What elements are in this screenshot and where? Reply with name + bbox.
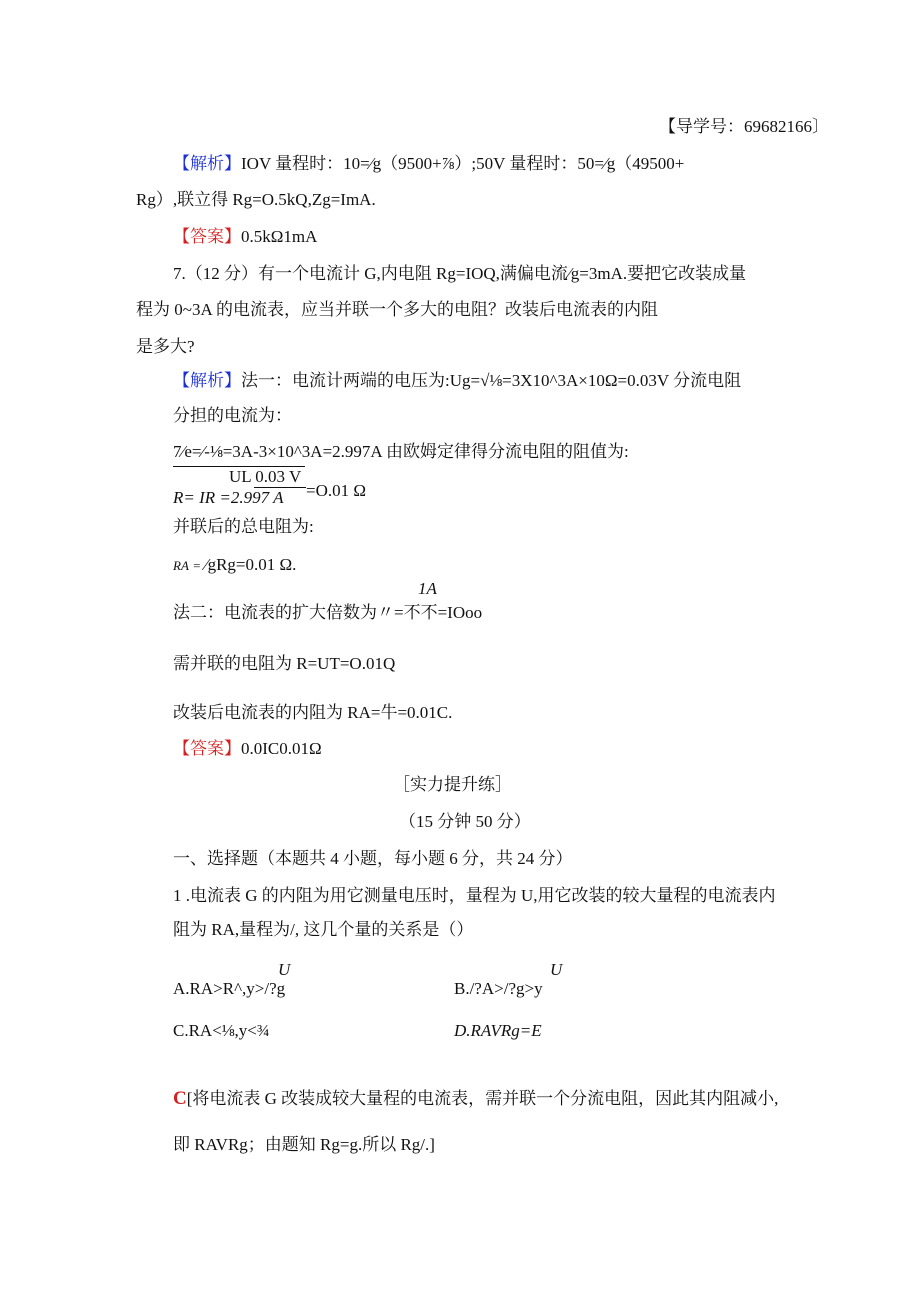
fraction-result: =O.01 Ω bbox=[306, 481, 366, 500]
answer-line bbox=[173, 227, 317, 247]
mc1-line-2: 阻为 RA,量程为/, 这几个量的关系是（） bbox=[173, 920, 474, 939]
option-c: C.RA<⅛,y<¾ bbox=[173, 1021, 270, 1040]
q7-answer-tag: 【答案】 bbox=[173, 739, 241, 758]
mc1-expl-text-1: [将电流表 G 改装成较大量程的电流表，需并联一个分流电阻，因此其内阻减小, bbox=[186, 1089, 779, 1108]
q7-analysis-line-2: 分担的电流为： bbox=[173, 406, 292, 425]
method2-line-2: 需并联的电阻为 R=UT=O.01Q bbox=[173, 654, 396, 673]
analysis-line-2: Rg）,联立得 Rg=O.5kQ,Zg=ImA. bbox=[136, 190, 376, 209]
q7-analysis-line-1 bbox=[173, 371, 741, 391]
fraction-numerator: UL 0.03 V bbox=[229, 467, 302, 486]
analysis-text-1: IOV 量程时：10=⁄g（9500+⅞）;50V 量程时：50=⁄g（49500+ bbox=[241, 154, 685, 173]
q7-analysis-text-1: 法一：电流计两端的电压为:Ug=√⅛=3X10^3A×10Ω=0.03V 分流电阻 bbox=[241, 371, 742, 390]
section-title: ［实力提升练］ bbox=[393, 775, 512, 794]
option-a-sup: U bbox=[278, 960, 291, 979]
fraction-denominator: R= IR =2.997 A bbox=[173, 488, 284, 507]
over-label-1a: 1A bbox=[418, 579, 437, 598]
ra-label: RA bbox=[173, 558, 189, 573]
analysis-line-1 bbox=[173, 154, 684, 174]
reference-number: 【导学号：69682166〕 bbox=[659, 117, 829, 136]
answer-tag: 【答案】 bbox=[173, 227, 241, 246]
ra-value: ⁄gRg=0.01 Ω. bbox=[204, 555, 297, 574]
method2-line-1: 法二：电流表的扩大倍数为〃=不不=IOoo bbox=[173, 603, 483, 622]
section-part: 一、选择题（本题共 4 小题，每小题 6 分，共 24 分） bbox=[173, 849, 573, 868]
mc1-line-1: 1 .电流表 G 的内阻为用它测量电压时，量程为 U,用它改装的较大量程的电流表内 bbox=[173, 886, 776, 905]
analysis-tag: 【解析】 bbox=[173, 154, 241, 173]
answer-value: 0.5kΩ1mA bbox=[241, 227, 318, 246]
q7-line-1: 7.（12 分）有一个电流计 G,内电阻 Rg=IOQ,满偏电流⁄g=3mA.要把它改装成量 bbox=[173, 264, 747, 283]
q7-analysis-tag: 【解析】 bbox=[173, 371, 241, 390]
q7-line-3: 是多大? bbox=[136, 337, 195, 356]
q7-analysis-line-3: 7⁄e=⁄-⅛=3A-3×10^3A=2.997A 由欧姆定律得分流电阻的阻值为: bbox=[173, 442, 629, 461]
section-time: （15 分钟 50 分） bbox=[399, 812, 531, 831]
ra-eq: = bbox=[193, 558, 201, 573]
mc1-explanation-1 bbox=[173, 1088, 778, 1111]
q7-line-2: 程为 0~3A 的电流表，应当并联一个多大的电阻？改装后电流表的内阻 bbox=[136, 300, 659, 319]
option-d: D.RAVRg=E bbox=[454, 1021, 542, 1040]
mc1-answer-letter: C bbox=[173, 1088, 187, 1109]
option-a: A.RA>R^,y>/?g bbox=[173, 979, 286, 998]
q7-answer-line bbox=[173, 739, 322, 759]
option-b: B./?A>/?g>y bbox=[454, 979, 543, 998]
mc1-explanation-2: 即 RAVRg；由题知 Rg=g.所以 Rg/.] bbox=[173, 1135, 435, 1154]
total-resistance-line bbox=[173, 555, 296, 575]
q7-analysis-line-4: 并联后的总电阻为: bbox=[173, 517, 314, 536]
option-b-sup: U bbox=[550, 960, 563, 979]
q7-answer-value: 0.0IC0.01Ω bbox=[241, 739, 322, 758]
method2-line-3: 改装后电流表的内阻为 RA=牛=0.01C. bbox=[173, 703, 453, 722]
